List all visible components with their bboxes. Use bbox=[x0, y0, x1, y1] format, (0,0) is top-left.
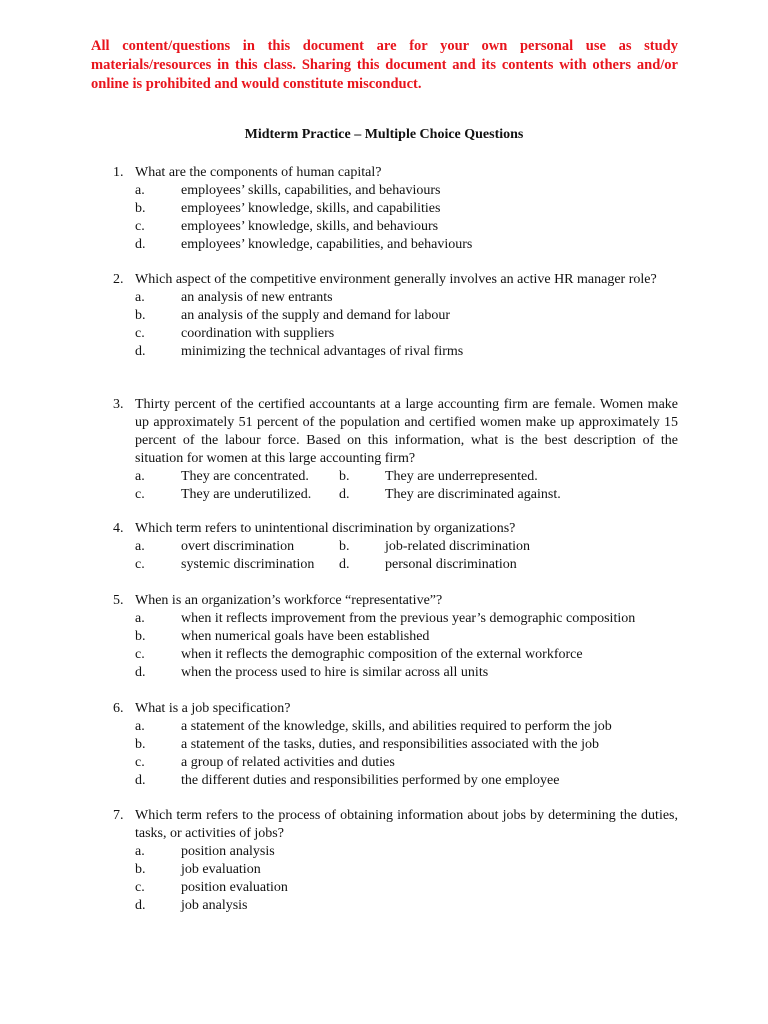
question-4 bbox=[113, 520, 678, 574]
question-6 bbox=[113, 700, 678, 790]
option-letter: a. bbox=[135, 611, 145, 626]
option-text: They are underrepresented. bbox=[385, 469, 538, 484]
option-text: a group of related activities and duties bbox=[181, 755, 395, 770]
option-text: a statement of the tasks, duties, and responsibilities associated with the job bbox=[181, 737, 599, 752]
option-text: job evaluation bbox=[181, 862, 261, 877]
option-letter: d. bbox=[135, 237, 146, 252]
option-text: coordination with suppliers bbox=[181, 326, 335, 341]
page-title: Midterm Practice – Multiple Choice Questions bbox=[244, 127, 524, 142]
option-text: employees’ knowledge, skills, and behaviours bbox=[181, 219, 439, 234]
option-letter: c. bbox=[135, 219, 145, 234]
option-text: job analysis bbox=[181, 898, 248, 913]
option-letter: d. bbox=[135, 898, 146, 913]
question-text: Which term refers to the process of obtaining information about jobs by determining the duties, tasks, or activities of jobs? bbox=[135, 808, 678, 841]
option-text: position analysis bbox=[181, 844, 275, 859]
question-number: 1. bbox=[113, 165, 124, 180]
option-letter: a. bbox=[135, 539, 145, 554]
option-text: overt discrimination bbox=[181, 539, 295, 554]
option-text: when it reflects improvement from the previous year’s demographic composition bbox=[181, 611, 636, 626]
option-text: when the process used to hire is similar across all units bbox=[181, 665, 489, 680]
option-c bbox=[113, 325, 678, 343]
option-text: a statement of the knowledge, skills, and abilities required to perform the job bbox=[181, 719, 612, 734]
option-text: minimizing the technical advantages of rival firms bbox=[181, 344, 464, 359]
question-3 bbox=[113, 396, 678, 504]
option-letter: d. bbox=[339, 557, 350, 572]
question-text: Which term refers to unintentional discrimination by organizations? bbox=[135, 521, 516, 536]
option-d bbox=[113, 897, 678, 915]
question-number: 4. bbox=[113, 521, 124, 536]
option-letter: a. bbox=[135, 183, 145, 198]
question-number: 6. bbox=[113, 701, 124, 716]
option-c bbox=[113, 218, 678, 236]
option-c bbox=[113, 646, 678, 664]
question-number: 3. bbox=[113, 397, 124, 412]
option-letter: a. bbox=[135, 844, 145, 859]
option-text: the different duties and responsibilities performed by one employee bbox=[181, 773, 560, 788]
option-letter: c. bbox=[135, 647, 145, 662]
question-1 bbox=[113, 164, 678, 254]
option-c bbox=[113, 879, 678, 897]
option-a bbox=[113, 289, 678, 307]
option-b bbox=[113, 307, 678, 325]
option-letter: b. bbox=[135, 201, 146, 216]
question-text: What is a job specification? bbox=[135, 701, 291, 716]
option-row-cd bbox=[113, 486, 678, 504]
option-text: personal discrimination bbox=[385, 557, 517, 572]
option-c bbox=[113, 754, 678, 772]
option-text: employees’ knowledge, skills, and capabilities bbox=[181, 201, 441, 216]
option-letter: a. bbox=[135, 290, 145, 305]
option-d bbox=[113, 664, 678, 682]
option-a bbox=[113, 610, 678, 628]
question-number: 5. bbox=[113, 593, 124, 608]
option-b bbox=[113, 200, 678, 218]
option-a bbox=[113, 718, 678, 736]
option-text: employees’ skills, capabilities, and behaviours bbox=[181, 183, 441, 198]
option-d bbox=[113, 343, 678, 361]
option-letter: d. bbox=[135, 344, 146, 359]
question-text: When is an organization’s workforce “representative”? bbox=[135, 593, 443, 608]
option-letter: d. bbox=[135, 773, 146, 788]
question-text: Which aspect of the competitive environment generally involves an active HR manager role? bbox=[135, 272, 657, 287]
option-text: position evaluation bbox=[181, 880, 288, 895]
question-number: 7. bbox=[113, 808, 124, 823]
option-row-cd bbox=[113, 556, 678, 574]
option-letter: b. bbox=[339, 539, 350, 554]
option-row-ab bbox=[113, 468, 678, 486]
option-letter: c. bbox=[135, 326, 145, 341]
option-letter: b. bbox=[135, 629, 146, 644]
option-text: systemic discrimination bbox=[181, 557, 315, 572]
question-7 bbox=[113, 807, 678, 915]
option-letter: d. bbox=[135, 665, 146, 680]
option-letter: d. bbox=[339, 487, 350, 502]
option-letter: b. bbox=[135, 737, 146, 752]
usage-notice: All content/questions in this document are for your own personal use as study materials/resources in this class. Sharing this document and its contents with others and/or online is prohibited and would constitute misconduct. bbox=[91, 38, 678, 92]
option-text: They are underutilized. bbox=[181, 487, 312, 502]
option-text: job-related discrimination bbox=[385, 539, 531, 554]
question-number: 2. bbox=[113, 272, 124, 287]
option-letter: c. bbox=[135, 880, 145, 895]
option-text: when it reflects the demographic composition of the external workforce bbox=[181, 647, 583, 662]
option-a bbox=[113, 843, 678, 861]
option-letter: c. bbox=[135, 557, 145, 572]
option-b bbox=[113, 861, 678, 879]
option-text: employees’ knowledge, capabilities, and behaviours bbox=[181, 237, 473, 252]
option-letter: b. bbox=[135, 862, 146, 877]
option-letter: c. bbox=[135, 487, 145, 502]
option-d bbox=[113, 236, 678, 254]
option-text: They are discriminated against. bbox=[385, 487, 561, 502]
option-letter: b. bbox=[339, 469, 350, 484]
option-text: when numerical goals have been established bbox=[181, 629, 430, 644]
option-letter: c. bbox=[135, 755, 145, 770]
option-letter: a. bbox=[135, 469, 145, 484]
option-text: an analysis of the supply and demand for labour bbox=[181, 308, 451, 323]
question-text: Thirty percent of the certified accountants at a large accounting firm are female. Women make up approximately 51 percent of the population and certified women make up approximately 15 percent of the labour force. Based on this information, what is the best description of the situation for women at this large accounting firm? bbox=[135, 397, 678, 466]
option-letter: a. bbox=[135, 719, 145, 734]
question-text: What are the components of human capital? bbox=[135, 165, 382, 180]
question-5 bbox=[113, 592, 678, 682]
option-d bbox=[113, 772, 678, 790]
question-2 bbox=[113, 271, 678, 361]
option-b bbox=[113, 628, 678, 646]
option-letter: b. bbox=[135, 308, 146, 323]
option-text: an analysis of new entrants bbox=[181, 290, 333, 305]
option-a bbox=[113, 182, 678, 200]
option-b bbox=[113, 736, 678, 754]
option-row-ab bbox=[113, 538, 678, 556]
option-text: They are concentrated. bbox=[181, 469, 309, 484]
